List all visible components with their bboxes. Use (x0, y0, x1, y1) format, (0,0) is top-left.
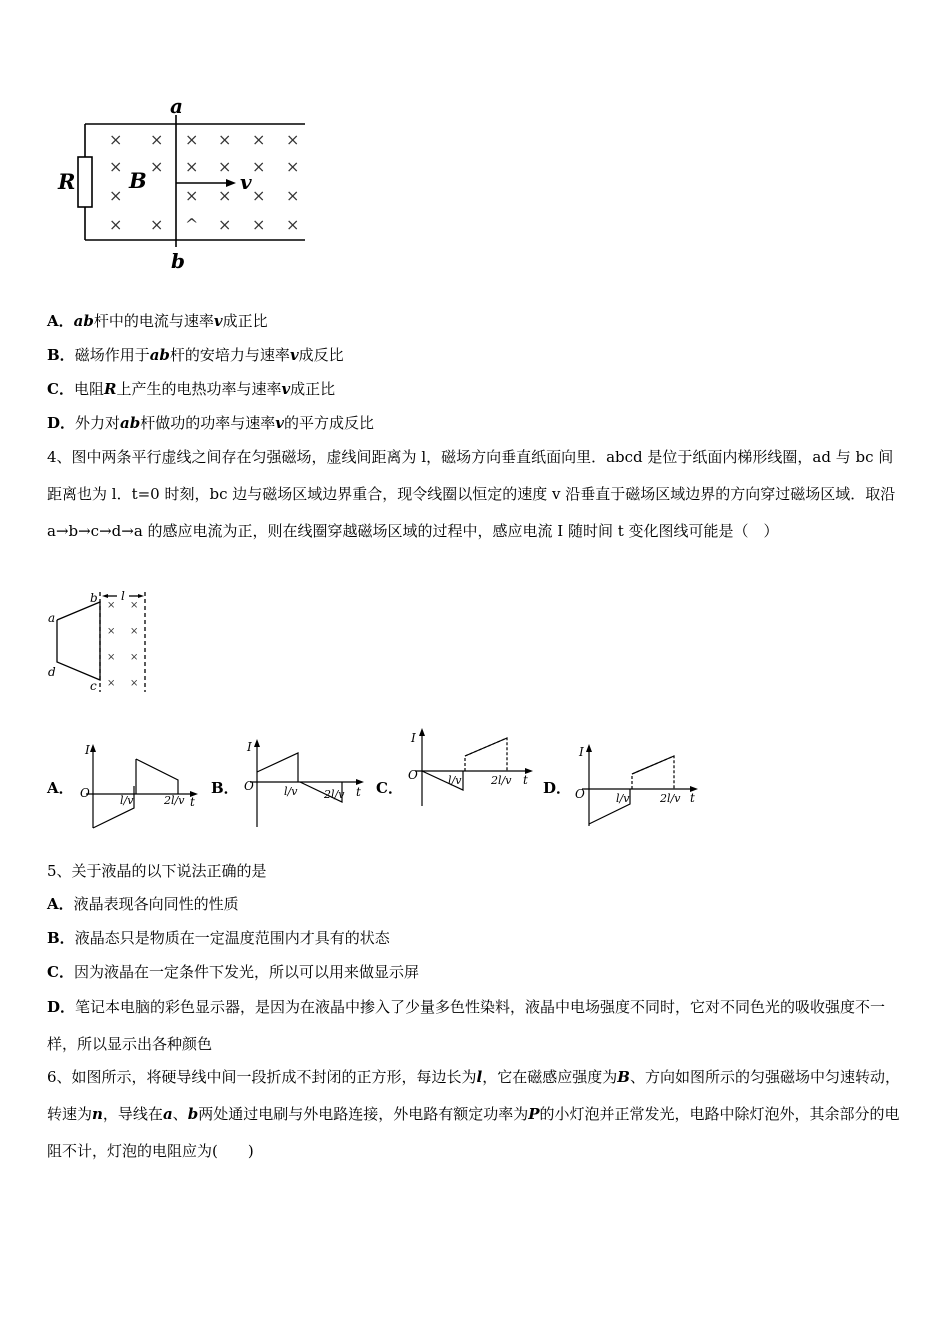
q5-option-c (47, 962, 419, 982)
q4-stem: 4、图中两条平行虚线之间存在匀强磁场，虚线间距离为 l，磁场方向垂直纸面向里．abcd 是位于纸面内梯形线圈，ad 与 bc 间距离也为 l．t=0 时刻，bc 边与磁场区域边界重合，现令线圈以恒定的速度 v 沿垂直于磁场区域边界的方向穿过磁场区域．取沿 a→b→c→d→a 的感应电流为正，则在线圈穿越磁场区域的过程中，感应电流 I 随时间 t 变化图线可能是（ ） (47, 448, 896, 540)
text: 的小灯泡并正常发光，电路中除灯泡外，其余部分的电阻不计，灯泡的电阻应为( ) (47, 1105, 900, 1160)
field-cross: × (107, 678, 116, 689)
var: b (187, 1105, 199, 1123)
text: 磁场作用于 (74, 346, 150, 364)
text: 电阻 (73, 380, 104, 398)
field-cross: × (218, 186, 232, 205)
var2: v (289, 346, 299, 364)
text: 外力对 (75, 414, 121, 432)
field-cross: × (109, 157, 123, 176)
graph-a (76, 740, 201, 835)
field-cross: × (185, 157, 199, 176)
axis-I: I (247, 740, 252, 754)
tick-2: 2l/v (491, 774, 512, 787)
label-a: a (48, 611, 56, 625)
var: B (617, 1068, 630, 1086)
tick-1: l/v (284, 785, 298, 798)
text: 成反比 (298, 346, 344, 364)
tick-2: 2l/v (164, 794, 185, 807)
var: ab (149, 346, 170, 364)
q5-option-a (47, 894, 239, 914)
field-cross: × (185, 130, 199, 149)
text: 成正比 (290, 380, 336, 398)
q3-option-c (47, 379, 335, 399)
option-label: D． (47, 998, 76, 1016)
tick-2: 2l/v (324, 788, 345, 801)
graph-label-b: B． (211, 779, 239, 797)
var: ab (120, 414, 141, 432)
field-cross: × (218, 157, 232, 176)
text: ，导线在 (102, 1105, 163, 1123)
text: 成正比 (222, 312, 268, 330)
q3-option-b (47, 345, 344, 365)
axis-t: t (356, 785, 361, 799)
var: n (92, 1105, 103, 1123)
trapezoid-coil-figure (45, 588, 160, 698)
var: P (528, 1105, 540, 1123)
option-label: A． (47, 312, 74, 330)
var: R (103, 380, 117, 398)
text: 杆的安培力与速率 (169, 346, 290, 364)
text: 杆中的电流与速率 (93, 312, 214, 330)
field-cross: × (130, 626, 139, 637)
field-cross: × (218, 215, 232, 234)
field-cross: × (109, 130, 123, 149)
var: ab (73, 312, 94, 330)
tick-2: 2l/v (660, 792, 681, 805)
field-cross: × (286, 186, 300, 205)
option-label: A． (47, 895, 74, 913)
field-cross: × (252, 130, 266, 149)
axis-t: t (190, 795, 195, 809)
var: l (476, 1068, 483, 1086)
option-label: C． (47, 380, 74, 398)
field-cross: × (252, 157, 266, 176)
field-cross: × (286, 215, 300, 234)
tick-1: l/v (448, 774, 462, 787)
field-cross: × (109, 186, 123, 205)
text: 的平方成反比 (283, 414, 374, 432)
label-b: b (171, 249, 185, 273)
field-cross: × (286, 157, 300, 176)
axis-I: I (85, 743, 90, 757)
field-cross: × (130, 678, 139, 689)
axis-t: t (523, 773, 528, 787)
text: 6、如图所示，将硬导线中间一段折成不封闭的正方形，每边长为 (47, 1068, 477, 1086)
label-R: R (58, 169, 76, 194)
field-cross: × (185, 186, 199, 205)
graph-b (240, 735, 370, 830)
text: 笔记本电脑的彩色显示器，是因为在液晶中掺入了少量多色性染料，液晶中电场强度不同时，它对不同色光的吸收强度不一样，所以显示出各种颜色 (47, 998, 886, 1053)
graph-label-d: D． (543, 779, 572, 797)
field-cross: × (107, 626, 116, 637)
label-c: c (90, 679, 97, 693)
label-v: v (240, 170, 252, 194)
field-cross: × (150, 157, 164, 176)
option-label: C． (47, 963, 74, 981)
var2: v (275, 414, 284, 432)
tick-1: l/v (120, 794, 134, 807)
field-cross: × (130, 600, 139, 611)
text: 液晶态只是物质在一定温度范围内才具有的状态 (74, 929, 390, 947)
field-cross: × (150, 215, 164, 234)
field-cross: ^ (185, 215, 199, 234)
option-label: B． (47, 929, 75, 947)
origin: O (408, 768, 418, 782)
axis-t: t (690, 791, 695, 805)
label-B: B (129, 168, 147, 193)
field-cross: × (252, 215, 266, 234)
field-cross: × (150, 130, 164, 149)
field-cross: × (286, 130, 300, 149)
field-cross: × (252, 186, 266, 205)
text: 杆做功的功率与速率 (140, 414, 276, 432)
q5-option-b (47, 928, 390, 948)
text: 液晶表现各向同性的性质 (73, 895, 239, 913)
text: 、 (172, 1105, 188, 1123)
option-label: B． (47, 346, 75, 364)
origin: O (80, 786, 90, 800)
label-a: a (170, 95, 183, 118)
graph-c (405, 726, 537, 811)
var2: v (213, 312, 223, 330)
text: 、方向如图所示的匀强磁场中匀速转动，转速为 (47, 1068, 900, 1123)
axis-I: I (579, 745, 584, 759)
origin: O (244, 779, 254, 793)
label-b: b (90, 591, 98, 605)
origin: O (575, 787, 585, 801)
q5-option-d (47, 989, 907, 1063)
var2: v (281, 380, 291, 398)
rail-circuit-figure (50, 95, 320, 280)
text: 上产生的电热功率与速率 (116, 380, 282, 398)
graph-d (572, 740, 702, 830)
text: ，它在磁感应强度为 (482, 1068, 618, 1086)
option-label: D． (47, 414, 76, 432)
q6-stem (47, 1059, 907, 1170)
field-cross: × (109, 215, 123, 234)
graph-label-c: C． (376, 779, 403, 797)
field-cross: × (107, 652, 116, 663)
var: a (162, 1105, 173, 1123)
text: 因为液晶在一定条件下发光，所以可以用来做显示屏 (73, 963, 419, 981)
graph-label-a: A． (47, 779, 74, 797)
q3-option-d (47, 413, 374, 433)
q5-stem: 5、关于液晶的以下说法正确的是 (47, 862, 267, 880)
label-d: d (48, 665, 56, 679)
axis-I: I (411, 731, 416, 745)
label-l: l (121, 589, 125, 603)
q3-option-a (47, 311, 268, 331)
field-cross: × (218, 130, 232, 149)
field-cross: × (130, 652, 139, 663)
tick-1: l/v (616, 792, 630, 805)
field-cross: × (107, 600, 116, 611)
text: 两处通过电刷与外电路连接，外电路有额定功率为 (198, 1105, 529, 1123)
